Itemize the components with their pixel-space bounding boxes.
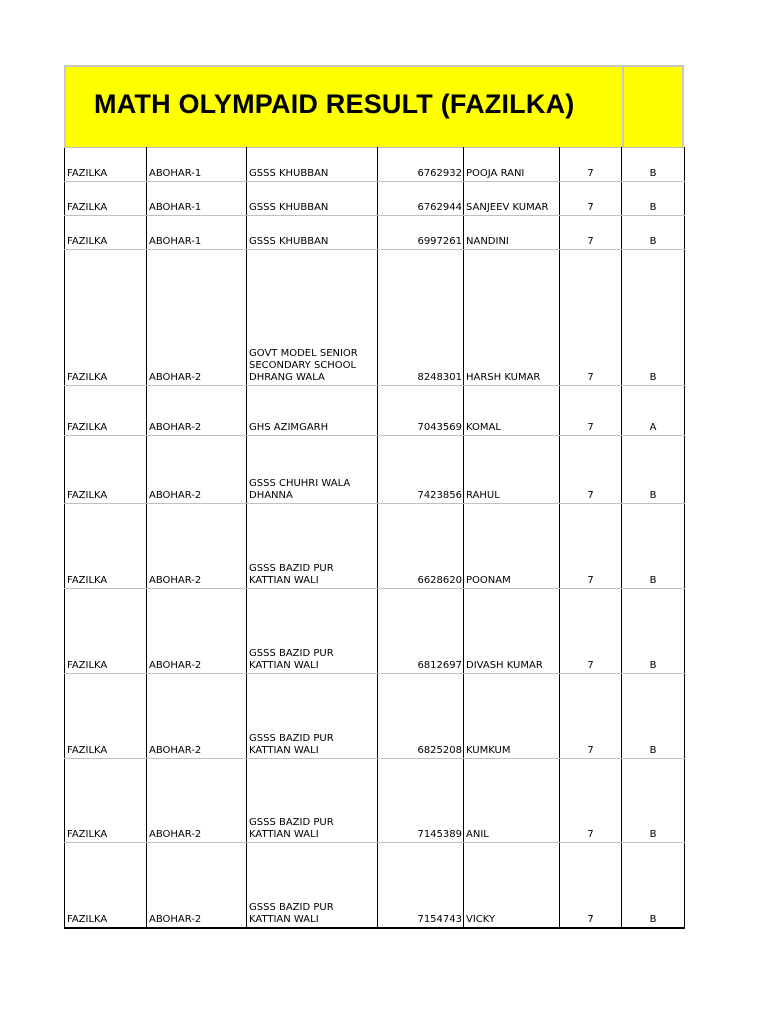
table-row — [65, 843, 685, 928]
cell-student-id: 8248301 — [378, 250, 464, 386]
cell-block: ABOHAR-2 — [147, 250, 247, 386]
cell-student-id: 7423856 — [378, 436, 464, 504]
cell-block: ABOHAR-1 — [147, 148, 247, 182]
cell-student-id: 6762932 — [378, 148, 464, 182]
cell-grade: B — [622, 216, 685, 250]
table-row — [65, 148, 685, 182]
cell-district: FAZILKA — [65, 843, 147, 928]
cell-grade: B — [622, 759, 685, 843]
cell-school: GSSS KHUBBAN — [247, 182, 378, 216]
table-row — [65, 674, 685, 759]
results-body — [65, 148, 685, 928]
cell-student-name: SANJEEV KUMAR — [464, 182, 560, 216]
title-divider — [622, 67, 624, 147]
cell-class: 7 — [560, 674, 622, 759]
cell-student-id: 6997261 — [378, 216, 464, 250]
cell-grade: B — [622, 182, 685, 216]
cell-district: FAZILKA — [65, 674, 147, 759]
result-sheet — [64, 65, 684, 929]
cell-student-id: 7154743 — [378, 843, 464, 928]
cell-grade: B — [622, 843, 685, 928]
cell-student-id: 6762944 — [378, 182, 464, 216]
cell-grade: B — [622, 589, 685, 674]
cell-district: FAZILKA — [65, 386, 147, 436]
table-row — [65, 589, 685, 674]
cell-school: GSSS BAZID PUR KATTIAN WALI — [247, 504, 378, 589]
cell-district: FAZILKA — [65, 589, 147, 674]
table-row — [65, 436, 685, 504]
cell-block: ABOHAR-2 — [147, 386, 247, 436]
cell-school: GHS AZIMGARH — [247, 386, 378, 436]
cell-class: 7 — [560, 436, 622, 504]
cell-student-name: KUMKUM — [464, 674, 560, 759]
cell-block: ABOHAR-1 — [147, 216, 247, 250]
cell-student-id: 6628620 — [378, 504, 464, 589]
cell-district: FAZILKA — [65, 216, 147, 250]
cell-district: FAZILKA — [65, 759, 147, 843]
cell-student-id: 6825208 — [378, 674, 464, 759]
cell-block: ABOHAR-1 — [147, 182, 247, 216]
cell-student-name: VICKY — [464, 843, 560, 928]
cell-district: FAZILKA — [65, 436, 147, 504]
cell-student-name: RAHUL — [464, 436, 560, 504]
cell-class: 7 — [560, 182, 622, 216]
cell-student-name: POOJA RANI — [464, 148, 560, 182]
cell-grade: B — [622, 148, 685, 182]
cell-school: GSSS BAZID PUR KATTIAN WALI — [247, 589, 378, 674]
cell-school: GSSS BAZID PUR KATTIAN WALI — [247, 843, 378, 928]
cell-student-id: 7145389 — [378, 759, 464, 843]
cell-class: 7 — [560, 148, 622, 182]
cell-block: ABOHAR-2 — [147, 843, 247, 928]
cell-district: FAZILKA — [65, 250, 147, 386]
cell-student-name: NANDINI — [464, 216, 560, 250]
table-row — [65, 250, 685, 386]
cell-grade: B — [622, 436, 685, 504]
cell-block: ABOHAR-2 — [147, 759, 247, 843]
cell-block: ABOHAR-2 — [147, 504, 247, 589]
cell-school: GOVT MODEL SENIOR SECONDARY SCHOOL DHRANG WALA — [247, 250, 378, 386]
cell-district: FAZILKA — [65, 182, 147, 216]
cell-student-name: DIVASH KUMAR — [464, 589, 560, 674]
cell-class: 7 — [560, 589, 622, 674]
table-row — [65, 759, 685, 843]
table-row — [65, 216, 685, 250]
cell-school: GSSS BAZID PUR KATTIAN WALI — [247, 759, 378, 843]
results-table — [64, 147, 685, 929]
table-row — [65, 386, 685, 436]
cell-district: FAZILKA — [65, 148, 147, 182]
cell-student-id: 6812697 — [378, 589, 464, 674]
cell-school: GSSS KHUBBAN — [247, 148, 378, 182]
cell-district: FAZILKA — [65, 504, 147, 589]
cell-class: 7 — [560, 843, 622, 928]
table-row — [65, 182, 685, 216]
cell-school: GSSS KHUBBAN — [247, 216, 378, 250]
cell-class: 7 — [560, 216, 622, 250]
cell-class: 7 — [560, 386, 622, 436]
cell-grade: B — [622, 504, 685, 589]
cell-school: GSSS BAZID PUR KATTIAN WALI — [247, 674, 378, 759]
cell-student-name: HARSH KUMAR — [464, 250, 560, 386]
cell-class: 7 — [560, 504, 622, 589]
page-title: MATH OLYMPAID RESULT (FAZILKA) — [94, 89, 575, 119]
cell-student-name: POONAM — [464, 504, 560, 589]
table-row — [65, 504, 685, 589]
cell-block: ABOHAR-2 — [147, 436, 247, 504]
cell-class: 7 — [560, 250, 622, 386]
cell-student-id: 7043569 — [378, 386, 464, 436]
cell-class: 7 — [560, 759, 622, 843]
cell-grade: B — [622, 250, 685, 386]
cell-student-name: KOMAL — [464, 386, 560, 436]
cell-block: ABOHAR-2 — [147, 674, 247, 759]
cell-student-name: ANIL — [464, 759, 560, 843]
cell-grade: B — [622, 674, 685, 759]
cell-grade: A — [622, 386, 685, 436]
cell-block: ABOHAR-2 — [147, 589, 247, 674]
title-row — [64, 65, 684, 147]
cell-school: GSSS CHUHRI WALA DHANNA — [247, 436, 378, 504]
